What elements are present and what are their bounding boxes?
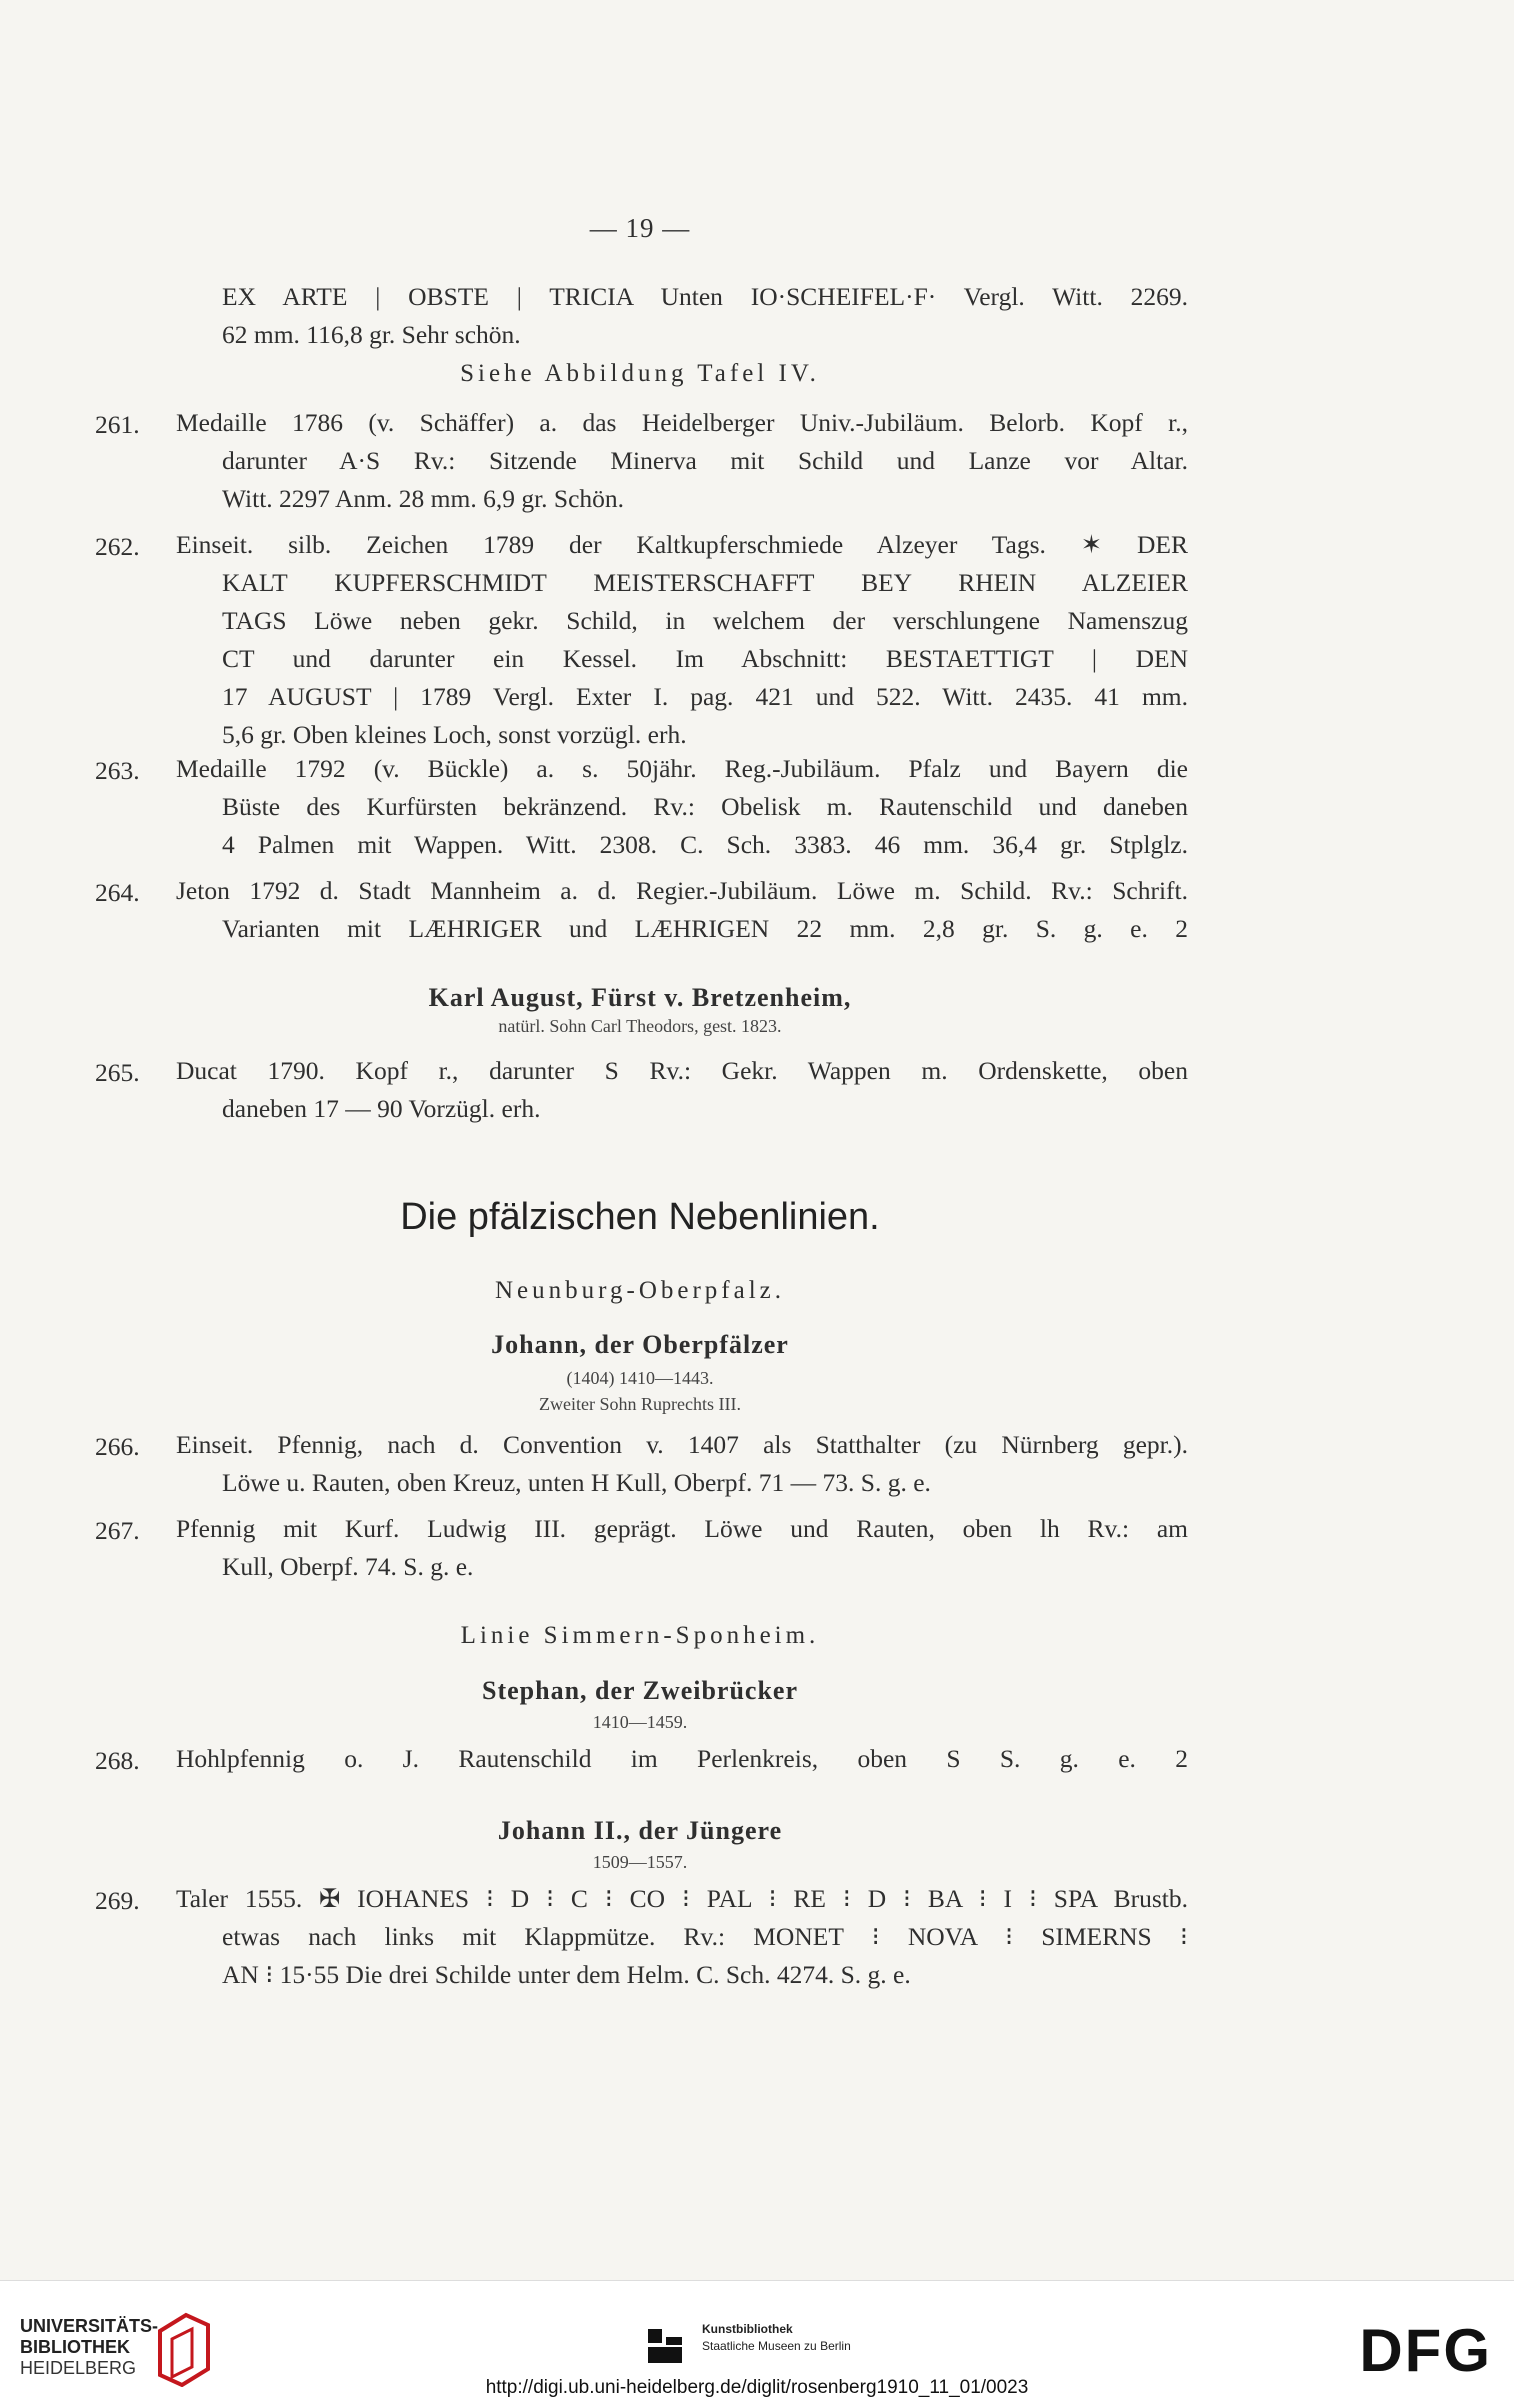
ub-line-1: UNIVERSITÄTS-: [20, 2316, 159, 2336]
dfg-logo[interactable]: DFG: [1359, 2317, 1492, 2384]
entry-262-line-6: 5,6 gr. Oben kleines Loch, sonst vorzügl. erh.: [222, 720, 687, 749]
entry-261-line-3: Witt. 2297 Anm. 28 mm. 6,9 gr. Schön.: [222, 484, 625, 513]
see-plate: Siehe Abbildung Tafel IV.: [460, 360, 820, 387]
page-number: — 19 —: [589, 213, 691, 243]
entry-263-line-2: Büste des Kurfürsten bekränzend. Rv.: Obelisk m. Rautenschild und daneben: [222, 792, 1188, 821]
entry-265-line-2: daneben 17 — 90 Vorzügl. erh.: [222, 1094, 541, 1123]
entry-number-267: 267.: [95, 1516, 140, 1545]
heading-johann-ii: Johann II., der Jüngere: [497, 1816, 783, 1845]
entry-number-262: 262.: [95, 532, 140, 561]
kunstbibliothek-logo-icon: [646, 2327, 684, 2365]
subsection-simmern: Linie Simmern-Sponheim.: [460, 1622, 820, 1649]
entry-266-line-2: Löwe u. Rauten, oben Kreuz, unten H Kull, Oberpf. 71 — 73. S. g. e.: [222, 1468, 931, 1497]
entry-number-263: 263.: [95, 756, 140, 785]
kunstbibliothek-logo-text[interactable]: [702, 2321, 851, 2355]
entry-263-line-1: Medaille 1792 (v. Bückle) a. s. 50jähr. Reg.-Jubiläum. Pfalz und Bayern die: [176, 754, 1188, 783]
heading-johann-dates: (1404) 1410—1443.: [566, 1368, 714, 1388]
entry-264-line-1: Jeton 1792 d. Stadt Mannheim a. d. Regier.-Jubiläum. Löwe m. Schild. Rv.: Schrift.: [176, 876, 1188, 905]
heading-johann: Johann, der Oberpfälzer: [491, 1330, 789, 1359]
footer-bar: [0, 2280, 1514, 2401]
heading-stephan: Stephan, der Zweibrücker: [481, 1676, 799, 1705]
source-url[interactable]: http://digi.ub.uni-heidelberg.de/diglit/rosenberg1910_11_01/0023: [485, 2377, 1029, 2398]
entry-262-line-5: 17 AUGUST | 1789 Vergl. Exter I. pag. 421 und 522. Witt. 2435. 41 mm.: [222, 682, 1188, 711]
entry-number-266: 266.: [95, 1432, 140, 1461]
heading-karl-august-sub: natürl. Sohn Carl Theodors, gest. 1823.: [498, 1016, 782, 1036]
entry-number-264: 264.: [95, 878, 140, 907]
heading-karl-august: Karl August, Fürst v. Bretzenheim,: [428, 983, 852, 1012]
entry-number-268: 268.: [95, 1746, 140, 1775]
kb-line-1: Kunstbibliothek: [702, 2322, 793, 2336]
ub-line-2: BIBLIOTHEK: [20, 2337, 130, 2357]
entry-269-line-2: etwas nach links mit Klappmütze. Rv.: MONET ⁝ NOVA ⁝ SIMERNS ⁝: [222, 1922, 1188, 1951]
entry-number-261: 261.: [95, 410, 140, 439]
ub-line-3: HEIDELBERG: [20, 2358, 137, 2378]
entry-262-line-2: KALT KUPFERSCHMIDT MEISTERSCHAFFT BEY RHEIN ALZEIER: [222, 568, 1188, 597]
entry-268-line-1: Hohlpfennig o. J. Rautenschild im Perlenkreis, oben S S. g. e. 2: [176, 1744, 1188, 1773]
entry-269-line-1: Taler 1555. ✠ IOHANES ⁝ D ⁝ C ⁝ CO ⁝ PAL ⁝ RE ⁝ D ⁝ BA ⁝ I ⁝ SPA Brustb.: [176, 1884, 1188, 1913]
entry-264-line-2: Varianten mit LÆHRIGER und LÆHRIGEN 22 mm. 2,8 gr. S. g. e. 2: [222, 914, 1188, 943]
entry-266-line-1: Einseit. Pfennig, nach d. Convention v. 1407 als Statthalter (zu Nürnberg gepr.).: [176, 1430, 1188, 1459]
entry-number-265: 265.: [95, 1058, 140, 1087]
entry-265-line-1: Ducat 1790. Kopf r., darunter S Rv.: Gekr. Wappen m. Ordenskette, oben: [176, 1056, 1188, 1085]
kb-line-2: Staatliche Museen zu Berlin: [702, 2339, 851, 2353]
intro-line-2: 62 mm. 116,8 gr. Sehr schön.: [222, 320, 521, 349]
section-heading: Die pfälzischen Nebenlinien.: [400, 1196, 880, 1238]
entry-267-line-2: Kull, Oberpf. 74. S. g. e.: [222, 1552, 474, 1581]
entry-261-line-2: darunter A·S Rv.: Sitzende Minerva mit Schild und Lanze vor Altar.: [222, 446, 1188, 475]
ub-heidelberg-logo-icon: [152, 2309, 212, 2387]
entry-269-line-3: AN ⁝ 15·55 Die drei Schilde unter dem Helm. C. Sch. 4274. S. g. e.: [222, 1960, 911, 1989]
entry-267-line-1: Pfennig mit Kurf. Ludwig III. geprägt. Löwe und Rauten, oben lh Rv.: am: [176, 1514, 1188, 1543]
entry-262-line-3: TAGS Löwe neben gekr. Schild, in welchem der verschlungene Namenszug: [222, 606, 1188, 635]
entry-263-line-3: 4 Palmen mit Wappen. Witt. 2308. C. Sch. 3383. 46 mm. 36,4 gr. Stplglz.: [222, 830, 1188, 859]
entry-number-269: 269.: [95, 1886, 140, 1915]
intro-line-1: EX ARTE | OBSTE | TRICIA Unten IO·SCHEIFEL·F· Vergl. Witt. 2269.: [222, 282, 1188, 311]
heading-stephan-dates: 1410—1459.: [592, 1712, 688, 1732]
heading-johann-sub: Zweiter Sohn Ruprechts III.: [539, 1394, 741, 1414]
entry-262-line-4: CT und darunter ein Kessel. Im Abschnitt: BESTAETTIGT | DEN: [222, 644, 1188, 673]
subsection-neuburg: Neunburg-Oberpfalz.: [494, 1277, 786, 1304]
ub-heidelberg-logo-text[interactable]: [20, 2316, 158, 2379]
entry-261-line-1: Medaille 1786 (v. Schäffer) a. das Heidelberger Univ.-Jubiläum. Belorb. Kopf r.,: [176, 408, 1188, 437]
entry-262-line-1: Einseit. silb. Zeichen 1789 der Kaltkupferschmiede Alzeyer Tags. ✶ DER: [176, 530, 1188, 559]
heading-johann-ii-dates: 1509—1557.: [592, 1852, 688, 1872]
